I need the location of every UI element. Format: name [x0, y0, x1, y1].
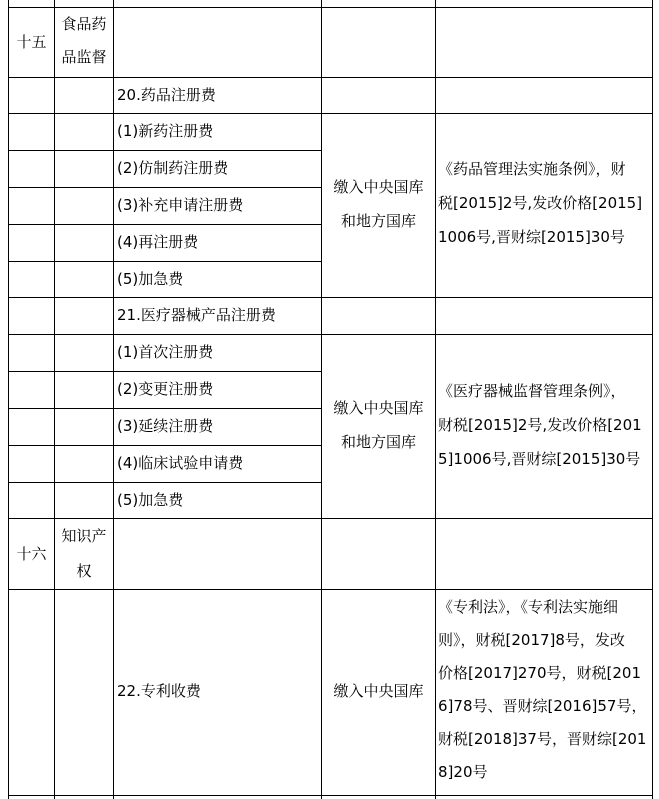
fee-title: 22.专利收费 — [117, 682, 201, 700]
row-border — [8, 445, 322, 446]
fee-title: 21.医疗器械产品注册费 — [117, 306, 276, 324]
column-border — [652, 0, 653, 799]
row-border — [8, 77, 653, 78]
fee-item: (1)新药注册费 — [117, 122, 214, 140]
fee-basis: 《专利法》，《专利法实施细 — [438, 598, 619, 616]
row-border — [8, 187, 322, 188]
section-name-line: 品监督 — [61, 48, 107, 66]
fee-item: (4)再注册费 — [117, 233, 199, 251]
fee-basis: 6]78号、晋财综[2016]57号， — [438, 697, 647, 715]
column-border — [435, 0, 436, 799]
row-border — [8, 334, 653, 335]
row-border — [8, 150, 322, 151]
column-border — [113, 0, 114, 799]
fee-basis: 税[2015]2号,发改价格[2015] — [438, 194, 643, 212]
fee-destination: 和地方国库 — [340, 212, 416, 230]
fee-basis: 《医疗器械监督管理条例》， — [438, 382, 626, 400]
fee-item: (5)加急费 — [117, 491, 184, 509]
fee-item: (1)首次注册费 — [117, 343, 214, 361]
fee-basis: 财税[2018]37号，晋财综[201 — [438, 730, 647, 748]
fee-destination: 缴入中央国库 — [333, 399, 424, 417]
fee-item: (5)加急费 — [117, 270, 184, 288]
fee-basis: 则》，财税[2017]8号，发改 — [438, 631, 625, 649]
fee-item: (3)延续注册费 — [117, 417, 214, 435]
row-border — [8, 261, 322, 262]
section-name-line: 食品药 — [61, 15, 107, 33]
column-border — [8, 0, 9, 799]
fee-destination: 缴入中央国库 — [333, 682, 424, 700]
section-number: 十五 — [16, 33, 47, 51]
fee-title: 20.药品注册费 — [117, 86, 216, 104]
section-name-line: 权 — [76, 562, 92, 580]
fee-basis: 《药品管理法实施条例》，财 — [438, 160, 626, 178]
row-border — [8, 518, 653, 519]
fee-basis: 5]1006号,晋财综[2015]30号 — [438, 450, 641, 468]
row-border — [8, 371, 322, 372]
row-border — [8, 408, 322, 409]
row-border — [8, 297, 653, 298]
fee-basis: 8]20号 — [438, 763, 488, 781]
section-number: 十六 — [16, 545, 47, 563]
row-border — [8, 224, 322, 225]
fee-basis: 1006号,晋财综[2015]30号 — [438, 228, 625, 246]
row-border — [8, 113, 653, 114]
fee-destination: 和地方国库 — [340, 433, 416, 451]
fee-item: (4)临床试验申请费 — [117, 454, 244, 472]
fee-destination: 缴入中央国库 — [333, 178, 424, 196]
column-border — [54, 0, 55, 799]
row-border — [8, 795, 653, 796]
row-border — [8, 482, 322, 483]
fee-item: (3)补充申请注册费 — [117, 196, 244, 214]
fee-item: (2)仿制药注册费 — [117, 159, 229, 177]
section-name-line: 知识产 — [61, 527, 107, 545]
fee-basis: 财税[2015]2号,发改价格[201 — [438, 416, 642, 434]
row-border — [8, 7, 653, 8]
fee-item: (2)变更注册费 — [117, 380, 214, 398]
fee-basis: 价格[2017]270号，财税[201 — [438, 664, 641, 682]
